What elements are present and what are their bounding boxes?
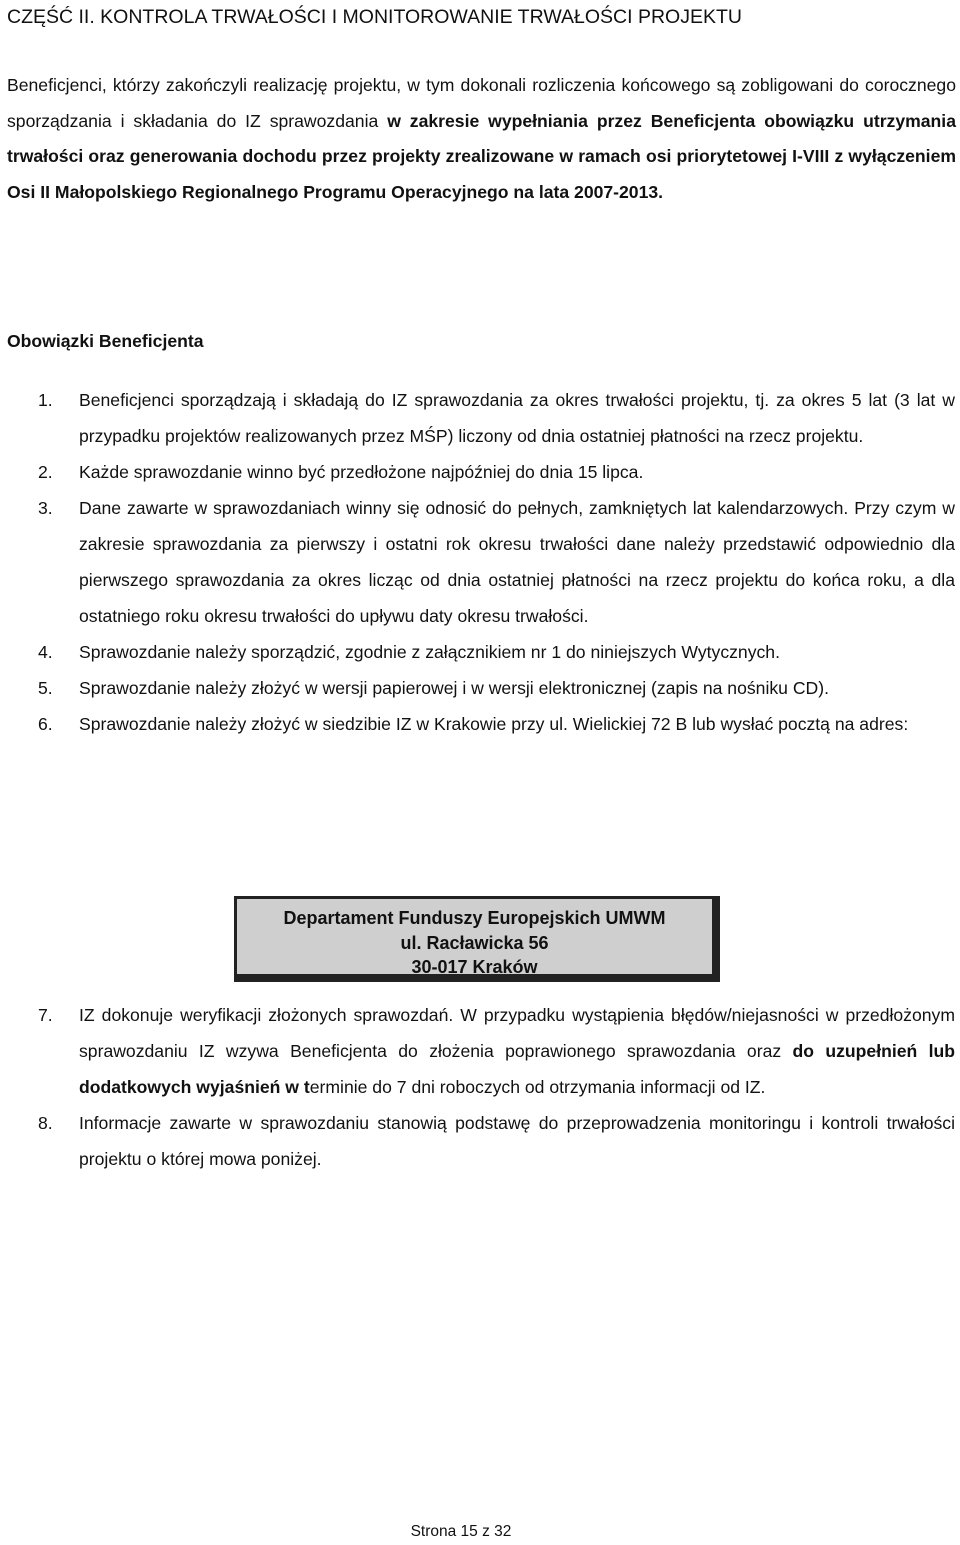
item7-text-b: erminie do 7 dni roboczych od otrzymania informacji od IZ. [309,1077,766,1097]
list-item [0,490,960,634]
list-item [0,382,960,454]
list-item-number: 1. [38,390,53,410]
list-item-number: 4. [38,642,53,662]
list-item-text: Sprawozdanie należy złożyć w wersji papierowej i w wersji elektronicznej (zapis na nośniku CD). [79,678,829,698]
intro-text-bold: w zakresie wypełniania przez Beneficjenta obowiązku utrzymania trwałości oraz generowania dochodu przez projekty zrealizowane w ramach osi priorytetowej I-VIII z wyłączeniem Osi II Małopolskiego Regionalnego Programu Operacyjnego na lata 2007-2013. [7,110,956,202]
list-item-number: 8. [38,1113,53,1133]
list-item-text: Sprawozdanie należy złożyć w siedzibie IZ w Krakowie przy ul. Wielickiej 72 B lub wysłać pocztą na adres: [79,714,909,734]
list-item-number: 7. [38,1005,53,1025]
list-item-text: Beneficjenci sporządzają i składają do IZ sprawozdania za okres trwałości projektu, tj. za okres 5 lat (3 lat w przypadku projektów realizowanych przez MŚP) liczony od dnia ostatniej płatności na rzecz projektu. [79,390,955,446]
list-item-number: 3. [38,498,53,518]
part-heading: CZĘŚĆ II. KONTROLA TRWAŁOŚCI I MONITOROWANIE TRWAŁOŚCI PROJEKTU [7,6,742,28]
list-item-number: 5. [38,678,53,698]
address-line-department: Departament Funduszy Europejskich UMWM [283,908,666,928]
list-item [0,997,960,1105]
list-item-number: 6. [38,714,53,734]
list-item-text: Informacje zawarte w sprawozdaniu stanowią podstawę do przeprowadzenia monitoringu i kontroli trwałości projektu o której mowa poniżej. [79,1113,955,1169]
list-item [0,670,960,706]
list-item [0,634,960,670]
item7-text-bold: do uzupełnień lub dodatkowych wyjaśnień w t [79,1041,955,1097]
list-item-text [79,997,955,1105]
duties-list [0,382,960,742]
list-item-text: Każde sprawozdanie winno być przedłożone najpóźniej do dnia 15 lipca. [79,462,644,482]
address-line-street: ul. Racławicka 56 [400,932,549,953]
list-item-number: 2. [38,462,53,482]
list-item [0,706,960,742]
page-number-footer: Strona 15 z 32 [410,1523,512,1540]
intro-paragraph [7,68,956,210]
address-box [234,896,720,982]
intro-text: Beneficjenci, którzy zakończyli realizację projektu, w tym dokonali rozliczenia końcowego są zobligowani do corocznego sporządzania i składania do IZ sprawozdania [7,75,956,131]
item7-text-a: IZ dokonuje weryfikacji złożonych sprawozdań. W przypadku wystąpienia błędów/niejasności w przedłożonym sprawozdaniu IZ wzywa Beneficjenta do złożenia poprawionego sprawozdania oraz [79,1005,955,1061]
address-line-city: 30-017 Kraków [411,957,538,977]
duties-heading: Obowiązki Beneficjenta [7,331,204,351]
list-item [0,454,960,490]
list-item [0,1105,960,1177]
list-item-text: Sprawozdanie należy sporządzić, zgodnie z załącznikiem nr 1 do niniejszych Wytycznych. [79,642,780,662]
duties-list-continued [0,997,960,1177]
list-item-text: Dane zawarte w sprawozdaniach winny się odnosić do pełnych, zamkniętych lat kalendarzowych. Przy czym w zakresie sprawozdania za pierwszy i ostatni rok okresu trwałości dane należy przedstawić odpowiednio dla pierwszego sprawozdania za okres licząc od dnia ostatniej płatności na rzecz projektu do końca roku, a dla ostatniego roku okresu trwałości do upływu daty okresu trwałości. [79,498,955,626]
